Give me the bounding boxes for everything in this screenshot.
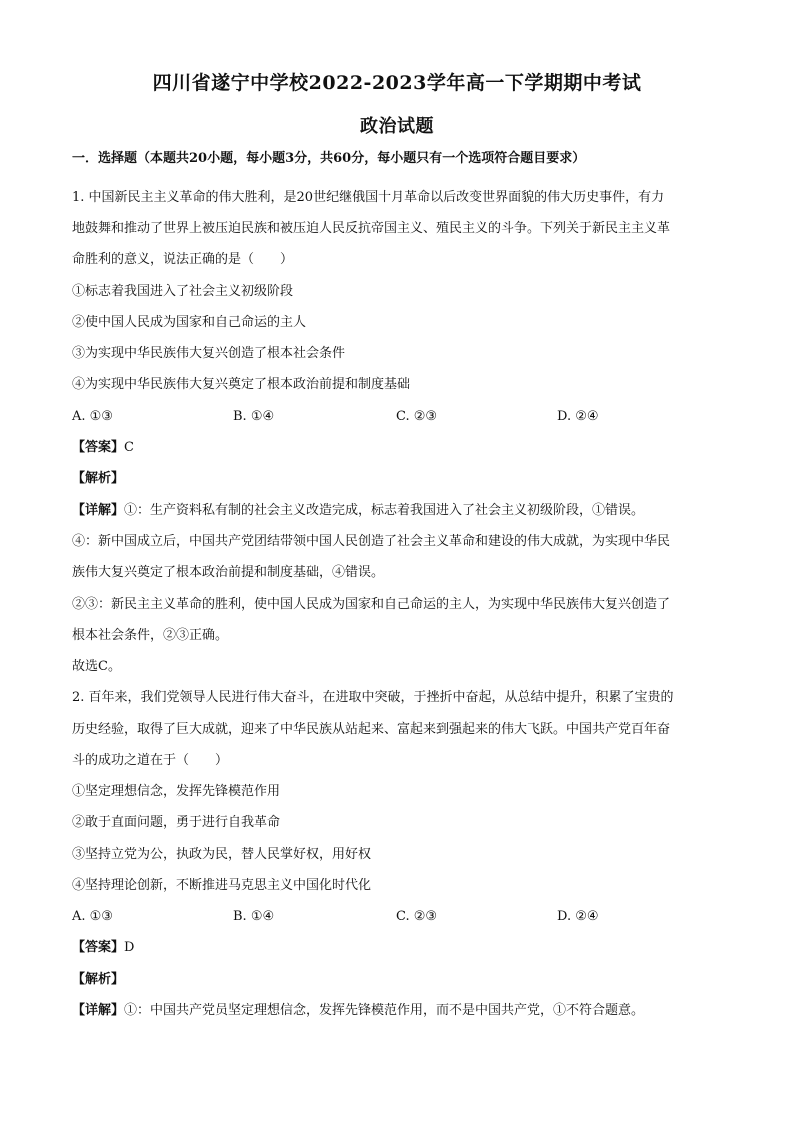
detail-text: ①：中国共产党员坚定理想信念，发挥先锋模范作用，而不是中国共产党，①不符合题意。 xyxy=(124,1003,645,1018)
q1-detail-line: ②③：新民主主义革命的胜利，使中国人民成为国家和自己命运的主人，为实现中华民族伟大复兴创造了 xyxy=(72,597,671,612)
section-heading: 一．选择题（本题共20小题，每小题3分，共60分，每小题只有一个选项符合题目要求） xyxy=(72,151,586,166)
q1-detail-line xyxy=(72,502,732,520)
detail-tag: 【详解】 xyxy=(72,503,125,518)
q1-detail-line: 族伟大复兴奠定了根本政治前提和制度基础，④错误。 xyxy=(72,565,385,580)
detail-tag: 【详解】 xyxy=(72,1003,125,1018)
q1-stem-line: 地鼓舞和推动了世界上被压迫民族和被压迫人民反抗帝国主义、殖民主义的斗争。下列关于新民主主义革 xyxy=(72,221,671,236)
q2-stem-line: 斗的成功之道在于（ ） xyxy=(72,753,229,768)
q1-answer xyxy=(72,439,732,457)
q1-detail-line: ④：新中国成立后，中国共产党团结带领中国人民创造了社会主义革命和建设的伟大成就，为实现中华民 xyxy=(72,534,671,549)
answer-value: C xyxy=(124,440,134,455)
q2-answer xyxy=(72,939,732,957)
q1-item: ②使中国人民成为国家和自己命运的主人 xyxy=(72,315,307,330)
q1-option-a: A. ①③ xyxy=(72,409,113,424)
q2-stem-line: 历史经验，取得了巨大成就，迎来了中华民族从站起来、富起来到强起来的伟大飞跃。中国共产党百年奋 xyxy=(72,722,671,737)
q2-item: ④坚持理论创新，不断推进马克思主义中国化时代化 xyxy=(72,878,372,893)
page-title: 四川省遂宁中学校2022-2023学年高一下学期期中考试 xyxy=(152,72,642,94)
q2-option-d: D. ②④ xyxy=(557,909,599,924)
analysis-tag: 【解析】 xyxy=(72,471,125,486)
detail-text: ①：生产资料私有制的社会主义改造完成，标志着我国进入了社会主义初级阶段，①错误。 xyxy=(124,503,645,518)
q1-item: ①标志着我国进入了社会主义初级阶段 xyxy=(72,284,294,299)
q1-item: ③为实现中华民族伟大复兴创造了根本社会条件 xyxy=(72,346,346,361)
q2-item: ③坚持立党为公，执政为民，替人民掌好权，用好权 xyxy=(72,847,372,862)
q1-option-d: D. ②④ xyxy=(557,409,599,424)
page-subtitle: 政治试题 xyxy=(360,116,434,137)
q1-option-b: B. ①④ xyxy=(233,409,275,424)
q1-option-c: C. ②③ xyxy=(396,409,438,424)
q1-detail-line: 故选C。 xyxy=(72,659,121,674)
answer-tag: 【答案】 xyxy=(72,440,125,455)
q1-stem-line: 1. 中国新民主主义革命的伟大胜利，是20世纪继俄国十月革命以后改变世界面貌的伟大历史事件，有力 xyxy=(72,190,665,205)
q2-item: ①坚定理想信念，发挥先锋模范作用 xyxy=(72,784,281,799)
answer-value: D xyxy=(124,940,135,955)
q2-detail-line xyxy=(72,1002,732,1020)
q1-item: ④为实现中华民族伟大复兴奠定了根本政治前提和制度基础 xyxy=(72,377,411,392)
q2-item: ②敢于直面问题，勇于进行自我革命 xyxy=(72,815,281,830)
q1-detail-line: 根本社会条件，②③正确。 xyxy=(72,628,229,643)
answer-tag: 【答案】 xyxy=(72,940,125,955)
q2-option-b: B. ①④ xyxy=(233,909,275,924)
analysis-tag: 【解析】 xyxy=(72,972,125,987)
q1-analysis-tag xyxy=(72,470,732,488)
q2-option-a: A. ①③ xyxy=(72,909,113,924)
q2-stem-line: 2. 百年来，我们党领导人民进行伟大奋斗，在进取中突破，于挫折中奋起，从总结中提升，积累了宝贵的 xyxy=(72,690,674,705)
q2-analysis-tag xyxy=(72,971,732,989)
q1-stem-line: 命胜利的意义，说法正确的是（ ） xyxy=(72,252,294,267)
q2-option-c: C. ②③ xyxy=(396,909,438,924)
